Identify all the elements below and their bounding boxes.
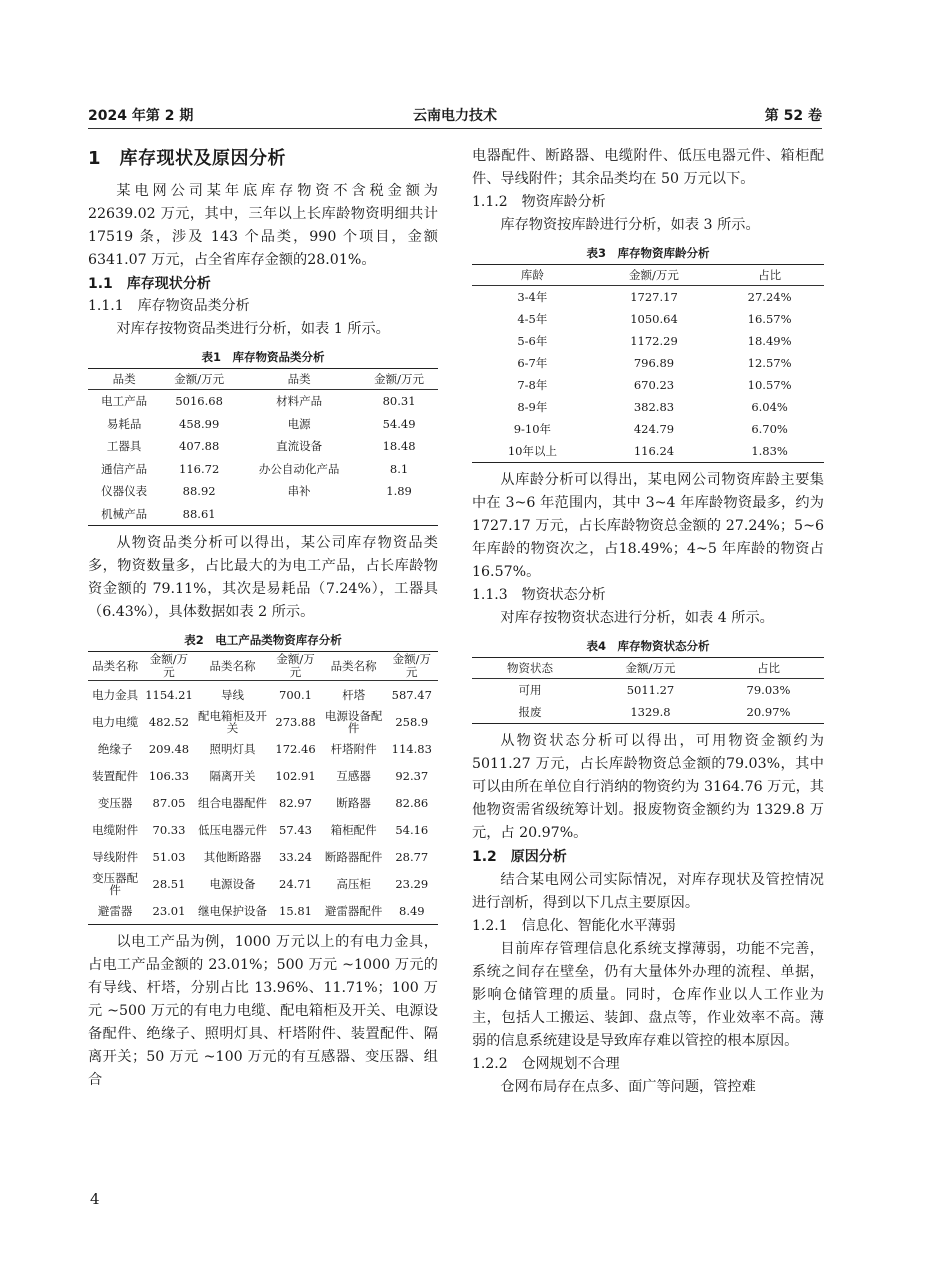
right-column — [472, 145, 824, 1099]
table4-row — [472, 679, 824, 702]
table1-cell: 88.92 — [182, 484, 216, 499]
table3-cell: 1050.64 — [630, 312, 678, 326]
table1-header-cell: 金额/万元 — [360, 369, 438, 390]
table3-cell: 3-4年 — [517, 290, 548, 304]
table2-cell: 断路器配件 — [324, 849, 383, 864]
table2-cell: 482.52 — [148, 714, 190, 729]
table2-cell: 装置配件 — [92, 768, 139, 783]
table3-cell: 1172.29 — [630, 334, 678, 348]
table2-cell: 273.88 — [275, 714, 316, 729]
table1-cell: 直流设备 — [276, 439, 323, 454]
table1-cell: 458.99 — [179, 416, 220, 431]
table4-cell: 报废 — [518, 705, 542, 719]
table2-cell: 断路器 — [336, 795, 371, 810]
table2-cell: 258.9 — [395, 714, 429, 729]
table2-cell: 导线附件 — [92, 849, 139, 864]
table2-cell: 92.37 — [395, 768, 429, 783]
table2-row — [88, 762, 438, 789]
table2-header-cell: 金额/万元 — [269, 652, 321, 681]
table3-cell: 4-5年 — [517, 312, 548, 326]
table2-cell: 209.48 — [148, 741, 190, 756]
table3-header-cell: 占比 — [715, 265, 824, 286]
table2-cell: 杆塔附件 — [330, 741, 377, 756]
table2-cell: 电力电缆 — [92, 714, 139, 729]
table3-cell: 9-10年 — [513, 422, 552, 436]
table2-cell: 57.43 — [279, 822, 312, 837]
table3-cell: 10年以上 — [507, 444, 557, 458]
table1-row — [88, 503, 438, 526]
table4-cell: 可用 — [518, 683, 542, 697]
table4-cell: 79.03% — [746, 683, 791, 697]
table1-cell: 54.49 — [382, 416, 416, 431]
paragraph-after-table2: 以电工产品为例，1000 万元以上的有电力金具，占电工产品金额的 23.01%；500 万元 ~1000 万元的有导线、杆塔，分别占比 13.96%、11.71%；100 万元 ~500 万元的有电力电缆、配电箱柜及开关、电源设备配件、绝缘子、照明灯具、杆塔附件、装置配件、隔离开关；50 万元 ~100 万元的有互感器、变压器、组合 — [88, 934, 438, 1088]
table2-cell: 114.83 — [391, 741, 432, 756]
table1-cell: 串补 — [287, 484, 311, 499]
table3-row — [472, 330, 824, 352]
table2-cell: 8.49 — [399, 903, 425, 918]
running-header — [88, 105, 822, 127]
table3-cell: 8-9年 — [517, 400, 548, 414]
table3-cell: 424.79 — [633, 422, 675, 436]
table1-row — [88, 458, 438, 481]
table1-cell: 通信产品 — [101, 461, 148, 476]
paragraph-1-1-2: 库存物资按库龄进行分析，如表 3 所示。 — [500, 217, 760, 233]
table3-cell: 16.57% — [747, 312, 792, 326]
table3-cell: 5-6年 — [517, 334, 548, 348]
table2-cell: 电缆附件 — [92, 822, 139, 837]
table3-header-cell: 金额/万元 — [593, 265, 715, 286]
heading-1-1-2: 1.1.2 物资库龄分析 — [472, 194, 606, 210]
table3-row — [472, 418, 824, 440]
table2-cell: 28.51 — [152, 876, 186, 891]
table3-header-cell: 库龄 — [472, 265, 593, 286]
table1-cell: 18.48 — [382, 439, 416, 454]
table4-header-cell: 物资状态 — [472, 658, 588, 679]
table1-header-cell: 品类 — [88, 369, 160, 390]
heading-1-1-3: 1.1.3 物资状态分析 — [472, 587, 606, 603]
table1-cell: 机械产品 — [101, 506, 148, 521]
table2-cell: 隔离开关 — [209, 768, 256, 783]
table1-cell: 5016.68 — [175, 394, 223, 409]
header-journal: 云南电力技术 — [413, 108, 497, 124]
table1-cell — [238, 503, 360, 526]
table2-cell: 其他断路器 — [203, 849, 262, 864]
table2 — [88, 651, 438, 925]
table3-cell: 382.83 — [633, 400, 675, 414]
heading-1-2-2: 1.2.2 仓网规划不合理 — [472, 1056, 620, 1072]
table1-header-cell: 金额/万元 — [160, 369, 238, 390]
table2-cell: 箱柜配件 — [330, 822, 377, 837]
table4-row — [472, 701, 824, 724]
table3-row — [472, 440, 824, 463]
table2-cell: 587.47 — [391, 687, 432, 702]
table3-cell: 796.89 — [633, 356, 675, 370]
intro-paragraph: 某电网公司某年底库存物资不含税金额为22639.02 万元，其中，三年以上长库龄物资明细共计 17519 条，涉及 143 个品类，990 个项目，金额 6341.07 万元，占全省库存金额的28.01%。 — [88, 183, 438, 268]
header-volume: 第 52 卷 — [764, 108, 822, 124]
table2-row — [88, 789, 438, 816]
table2-cell: 电源设备配件 — [324, 708, 383, 735]
table2-cell: 杆塔 — [342, 687, 366, 702]
table2-header-cell: 品类名称 — [322, 652, 386, 681]
table2-cell: 23.01 — [152, 903, 186, 918]
header-issue: 2024 年第 2 期 — [88, 108, 194, 124]
table2-cell: 70.33 — [152, 822, 186, 837]
table3-row — [472, 308, 824, 330]
table1-row — [88, 413, 438, 436]
table1-cell: 办公自动化产品 — [258, 461, 340, 476]
table2-cell: 继电保护设备 — [198, 903, 268, 918]
table1-row — [88, 435, 438, 458]
table2-cell: 避雷器配件 — [324, 903, 383, 918]
table2-cell: 高压柜 — [336, 876, 371, 891]
heading-1-2: 1.2 原因分析 — [472, 849, 567, 865]
table2-cell: 15.81 — [279, 903, 312, 918]
table2-cell: 电力金具 — [92, 687, 139, 702]
table2-cell: 28.77 — [395, 849, 429, 864]
table2-cell: 导线 — [221, 687, 245, 702]
table1-header-cell: 品类 — [238, 369, 360, 390]
table3-cell: 12.57% — [747, 356, 792, 370]
table3-cell: 1727.17 — [630, 290, 678, 304]
table2-cell: 54.16 — [395, 822, 429, 837]
table3-caption: 表3 库存物资库龄分析 — [586, 246, 710, 260]
table2-cell: 互感器 — [336, 768, 371, 783]
table2-row — [88, 897, 438, 925]
table3-cell: 6.70% — [751, 422, 788, 436]
table2-cell: 组合电器配件 — [198, 795, 268, 810]
table2-cell: 700.1 — [279, 687, 312, 702]
table2-cell: 82.97 — [279, 795, 312, 810]
table2-cell: 1154.21 — [145, 687, 193, 702]
paragraph-after-table3: 从库龄分析可以得出，某电网公司物资库龄主要集中在 3~6 年范围内，其中 3~4 年库龄物资最多，约为 1727.17 万元，占长库龄物资总金额的 27.24%；5~6 年库龄的物资次之，占18.49%；4~5 年库龄的物资占 16.57%。 — [472, 472, 824, 580]
table3-cell: 6.04% — [751, 400, 788, 414]
table3 — [472, 264, 824, 463]
table1-cell: 407.88 — [179, 439, 220, 454]
table2-cell: 51.03 — [152, 849, 186, 864]
paragraph-1-2-1: 目前库存管理信息化系统支撑薄弱，功能不完善，系统之间存在壁垒，仍有大量体外办理的流程、单据，影响仓储管理的质量。同时，仓库作业以人工作业为主，包括人工搬运、装卸、盘点等，作业效率不高。薄弱的信息系统建设是导致库存难以管控的根本原因。 — [472, 941, 824, 1049]
table2-caption: 表2 电工产品类物资库存分析 — [184, 633, 342, 647]
table1 — [88, 368, 438, 526]
section-title: 1 库存现状及原因分析 — [88, 148, 287, 169]
header-rule — [88, 128, 822, 129]
table1-cell: 仪器仪表 — [101, 484, 148, 499]
table2-cell: 避雷器 — [97, 903, 133, 918]
table2-cell: 配电箱柜及开关 — [198, 708, 268, 735]
table3-row — [472, 352, 824, 374]
table3-cell: 116.24 — [633, 444, 675, 458]
table1-cell: 易耗品 — [106, 416, 142, 431]
table1-row — [88, 390, 438, 413]
table2-header-cell: 品类名称 — [88, 652, 142, 681]
heading-1-2-1: 1.2.1 信息化、智能化水平薄弱 — [472, 918, 676, 934]
table2-row — [88, 843, 438, 870]
table4-caption: 表4 库存物资状态分析 — [586, 639, 710, 653]
table2-header-cell: 品类名称 — [196, 652, 270, 681]
heading-1-1-1: 1.1.1 库存物资品类分析 — [88, 298, 250, 314]
table2-row — [88, 708, 438, 735]
table1-cell: 1.89 — [386, 484, 412, 499]
table2-header-cell: 金额/万元 — [386, 652, 438, 681]
table2-row — [88, 681, 438, 709]
table2-cell: 33.24 — [279, 849, 312, 864]
table1-cell — [360, 503, 438, 526]
table2-row — [88, 735, 438, 762]
left-column — [88, 140, 438, 1092]
table1-cell: 80.31 — [382, 394, 416, 409]
table4-cell: 1329.8 — [630, 705, 671, 719]
table2-cell: 106.33 — [148, 768, 190, 783]
table3-cell: 1.83% — [751, 444, 788, 458]
table1-cell: 材料产品 — [276, 394, 323, 409]
table1-cell: 116.72 — [179, 461, 220, 476]
table3-cell: 6-7年 — [517, 356, 548, 370]
table4-header-cell: 占比 — [713, 658, 824, 679]
table2-cell: 82.86 — [395, 795, 429, 810]
table2-cell: 照明灯具 — [209, 741, 256, 756]
table3-cell: 7-8年 — [517, 378, 548, 392]
page-number: 4 — [90, 1190, 100, 1208]
table1-cell: 工器具 — [106, 439, 142, 454]
table2-cell: 变压器 — [97, 795, 133, 810]
table2-cell: 87.05 — [152, 795, 186, 810]
table1-cell: 电源 — [287, 416, 311, 431]
paragraph-1-2-2: 仓网布局存在点多、面广等问题，管控难 — [500, 1079, 756, 1095]
table2-cell: 电源设备 — [209, 876, 256, 891]
paragraph-after-table1: 从物资品类分析可以得出，某公司库存物资品类多，物资数量多，占比最大的为电工产品，占长库龄物资金额的 79.11%，其次是易耗品（7.24%），工器具（6.43%），具体数据如表 2 所示。 — [88, 535, 438, 620]
table2-cell: 绝缘子 — [97, 741, 133, 756]
paragraph-continued: 电器配件、断路器、电缆附件、低压电器元件、箱柜配件、导线附件；其余品类均在 50 万元以下。 — [472, 148, 824, 187]
table4-cell: 20.97% — [746, 705, 791, 719]
table2-cell: 24.71 — [279, 876, 312, 891]
table2-row — [88, 870, 438, 897]
table4 — [472, 657, 824, 724]
table4-cell: 5011.27 — [626, 683, 675, 697]
table3-cell: 18.49% — [747, 334, 792, 348]
table1-caption: 表1 库存物资品类分析 — [201, 350, 325, 364]
table1-row — [88, 480, 438, 503]
table4-header-cell: 金额/万元 — [588, 658, 713, 679]
table2-header-cell: 金额/万元 — [142, 652, 196, 681]
table2-cell: 变压器配件 — [92, 870, 139, 897]
table2-row — [88, 816, 438, 843]
table2-cell: 102.91 — [275, 768, 316, 783]
paragraph-1-2: 结合某电网公司实际情况，对库存现状及管控情况进行剖析，得到以下几点主要原因。 — [472, 872, 824, 911]
heading-1-1: 1.1 库存现状分析 — [88, 276, 211, 292]
table3-row — [472, 396, 824, 418]
table3-cell: 27.24% — [747, 290, 792, 304]
table3-row — [472, 286, 824, 309]
table1-cell: 88.61 — [182, 506, 216, 521]
table3-cell: 10.57% — [747, 378, 792, 392]
paragraph-1-1-1: 对库存按物资品类进行分析，如表 1 所示。 — [116, 321, 390, 337]
table1-cell: 电工产品 — [101, 394, 148, 409]
paragraph-after-table4: 从物资状态分析可以得出，可用物资金额约为 5011.27 万元，占长库龄物资总金额的79.03%，其中可以由所在单位自行消纳的物资约为 3164.76 万元，其他物资需省级统筹计划。报废物资金额约为 1329.8 万元，占 20.97%。 — [472, 733, 824, 841]
table3-row — [472, 374, 824, 396]
table2-cell: 低压电器元件 — [198, 822, 268, 837]
table2-cell: 172.46 — [275, 741, 316, 756]
table3-cell: 670.23 — [633, 378, 675, 392]
paragraph-1-1-3: 对库存按物资状态进行分析，如表 4 所示。 — [500, 610, 774, 626]
table2-cell: 23.29 — [395, 876, 429, 891]
table1-cell: 8.1 — [389, 461, 409, 476]
